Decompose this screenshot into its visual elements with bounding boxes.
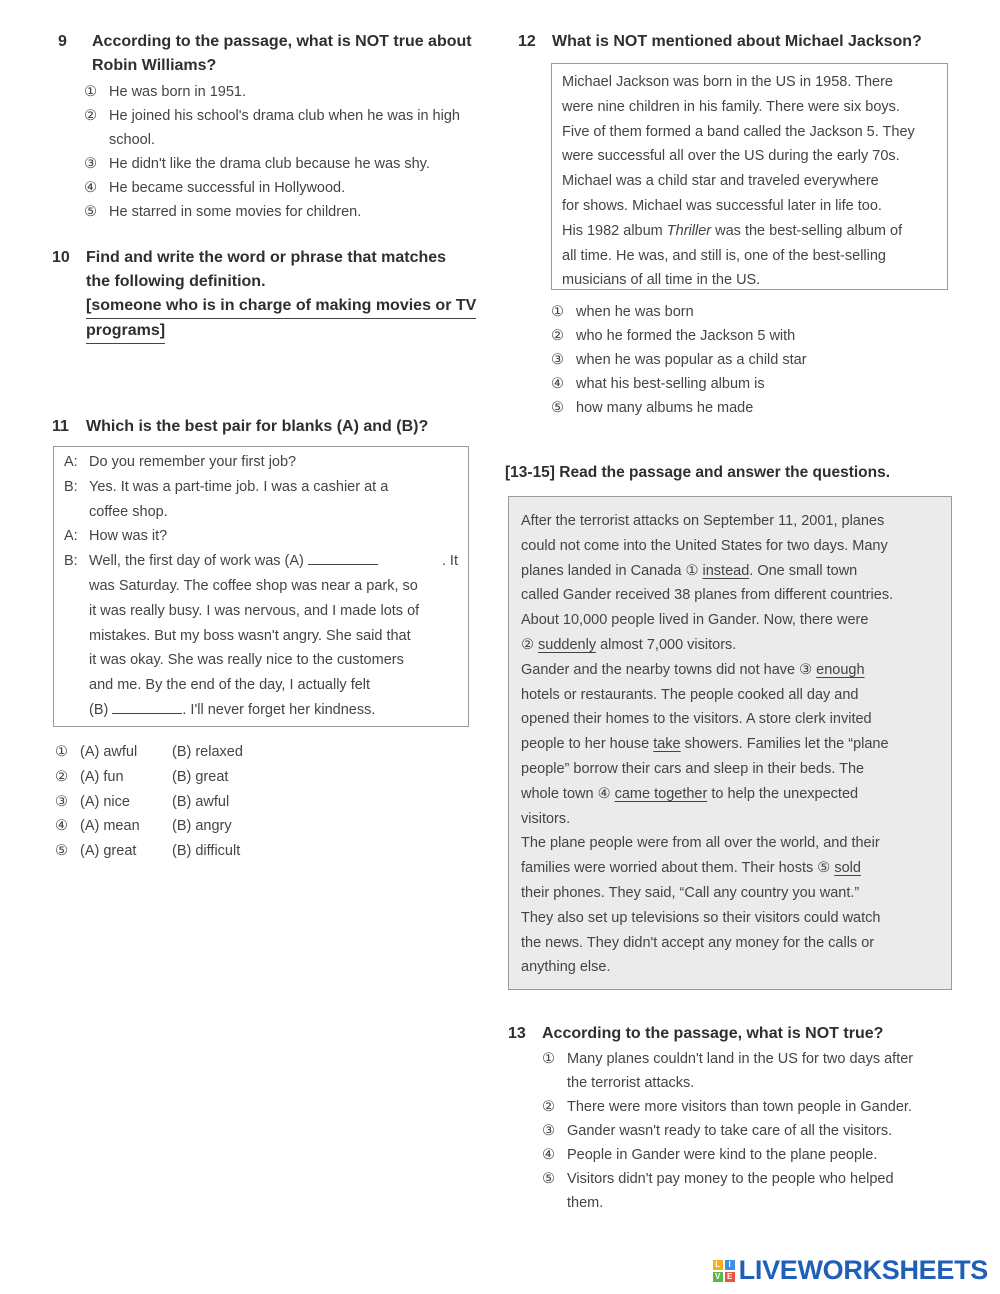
option[interactable]: ⑤ how many albums he made xyxy=(551,400,754,416)
question-12 xyxy=(518,30,958,54)
underlined-word: instead xyxy=(702,562,750,579)
option[interactable]: ③ He didn't like the drama club because he was shy. xyxy=(84,156,430,172)
gander-passage: After the terrorist attacks on September 11, 2001, planes could not come into the United States for two days. Many planes landed in Canada ① instead. One small town called Gander received 38 planes from different countries. About 10,000 people lived in Gander. Now, there were ② suddenly almost 7,000 visitors. Gander and the nearby towns did not have ③ enough hotels or restaurants. The people cooked all day and opened their homes to the visitors. A store clerk invited people to her house take showers. Families let the “plane people” borrow their cars and sleep in their beds. The whole town ④ came together to help the unexpected visitors. The plane people were from all over the world, and their families were worried about them. Their hosts ⑤ sold their phones. They said, “Call any country you want.” They also set up televisions so their visitors could watch the news. They didn't accept any money for the calls or anything else. xyxy=(508,496,952,990)
dialogue-box: A: Do you remember your first job? B: Yes. It was a part-time job. I was a cashier at a coffee shop. A: How was it? B: Well, the first day of work was (A) . It was Saturday. The coffee shop was near a park, so it was really busy. I was nervous, and I made lots of mistakes. But my boss wasn't angry. She said that it was okay. She was really nice to the customers and me. By the end of the day, I actually felt (B) . I'll never forget her kindness. xyxy=(53,446,469,727)
option[interactable]: ⑤ Visitors didn't pay money to the people who helped xyxy=(542,1171,894,1187)
definition: programs] xyxy=(86,319,165,344)
logo-square: E xyxy=(725,1272,735,1282)
question-9 xyxy=(58,30,488,224)
option[interactable]: ② (A) fun (B) great xyxy=(55,768,229,785)
underlined-word: take xyxy=(653,736,681,753)
option[interactable]: ④ (A) mean (B) angry xyxy=(55,818,232,835)
option[interactable]: ④ People in Gander were kind to the plane people. xyxy=(542,1147,878,1163)
question-number: 9 xyxy=(58,33,67,50)
question-number: 13 xyxy=(508,1025,526,1042)
question-11 xyxy=(52,415,482,439)
options-list xyxy=(84,80,488,224)
question-text: the following definition. xyxy=(86,273,266,290)
question-number: 12 xyxy=(518,33,536,50)
option[interactable]: ⑤ (A) great (B) difficult xyxy=(55,843,241,860)
option[interactable]: ③ Gander wasn't ready to take care of all the visitors. xyxy=(542,1123,893,1139)
option[interactable]: ③ (A) nice (B) awful xyxy=(55,793,230,810)
logo-icon xyxy=(713,1260,735,1282)
option[interactable]: ① (A) awful (B) relaxed xyxy=(55,744,243,760)
underlined-word: sold xyxy=(834,860,861,877)
question-13-heading xyxy=(508,1022,958,1046)
option-continuation: school. xyxy=(109,132,155,148)
question-10 xyxy=(52,246,482,344)
question-13 xyxy=(508,1022,958,1215)
option-continuation: them. xyxy=(567,1195,604,1211)
logo-square: V xyxy=(713,1272,723,1282)
michael-jackson-passage: Michael Jackson was born in the US in 1958. There were nine children in his family. There were six boys. Five of them formed a band called the Jackson 5. They were successful all over the US during the early 70s. Michael was a child star and traveled everywhere for shows. Michael was successful later in life too. His 1982 album Thriller was the best-selling album of all time. He was, and still is, one of the best-selling musicians of all time in the US. xyxy=(551,63,948,290)
liveworksheets-logo[interactable] xyxy=(713,1255,988,1286)
question-text: According to the passage, what is NOT true? xyxy=(542,1025,884,1042)
logo-square: I xyxy=(725,1260,735,1270)
question-text: Robin Williams? xyxy=(92,57,217,74)
blank-a[interactable] xyxy=(308,550,378,565)
option[interactable]: ④ He became successful in Hollywood. xyxy=(84,180,346,196)
option[interactable]: ③ when he was popular as a child star xyxy=(551,352,807,368)
option[interactable]: ① Many planes couldn't land in the US for two days after xyxy=(542,1051,914,1067)
question-text: Which is the best pair for blanks (A) and (B)? xyxy=(86,418,429,435)
logo-square: L xyxy=(713,1260,723,1270)
question-text: Find and write the word or phrase that matches xyxy=(86,249,447,266)
options-list xyxy=(551,300,951,420)
option[interactable]: ④ what his best-selling album is xyxy=(551,376,765,392)
question-9-heading xyxy=(58,30,488,78)
option[interactable]: ② There were more visitors than town people in Gander. xyxy=(542,1099,912,1115)
option[interactable]: ① when he was born xyxy=(551,304,694,320)
option[interactable]: ⑤ He starred in some movies for children. xyxy=(84,204,362,220)
underlined-word: enough xyxy=(816,661,865,678)
underlined-word: suddenly xyxy=(538,636,597,653)
question-11-heading xyxy=(52,415,482,439)
option[interactable]: ② who he formed the Jackson 5 with xyxy=(551,328,796,344)
definition: [someone who is in charge of making movies or TV xyxy=(86,294,476,319)
underlined-word: came together xyxy=(614,785,708,802)
question-12-heading xyxy=(518,30,958,54)
option-continuation: the terrorist attacks. xyxy=(567,1075,695,1091)
question-number: 10 xyxy=(52,249,70,266)
options-list xyxy=(55,740,355,864)
option[interactable]: ① He was born in 1951. xyxy=(84,84,247,100)
album-title: Thriller xyxy=(666,222,712,239)
question-text: According to the passage, what is NOT true about xyxy=(92,33,472,50)
option[interactable]: ② He joined his school's drama club when he was in high xyxy=(84,108,460,124)
question-number: 11 xyxy=(52,418,69,435)
options-list xyxy=(542,1047,958,1215)
section-heading: [13-15] Read the passage and answer the questions. xyxy=(505,464,891,481)
blank-b[interactable] xyxy=(112,699,182,714)
question-10-heading xyxy=(52,246,482,344)
logo-text: LIVEWORKSHEETS xyxy=(738,1255,988,1285)
question-text: What is NOT mentioned about Michael Jackson? xyxy=(552,33,922,50)
